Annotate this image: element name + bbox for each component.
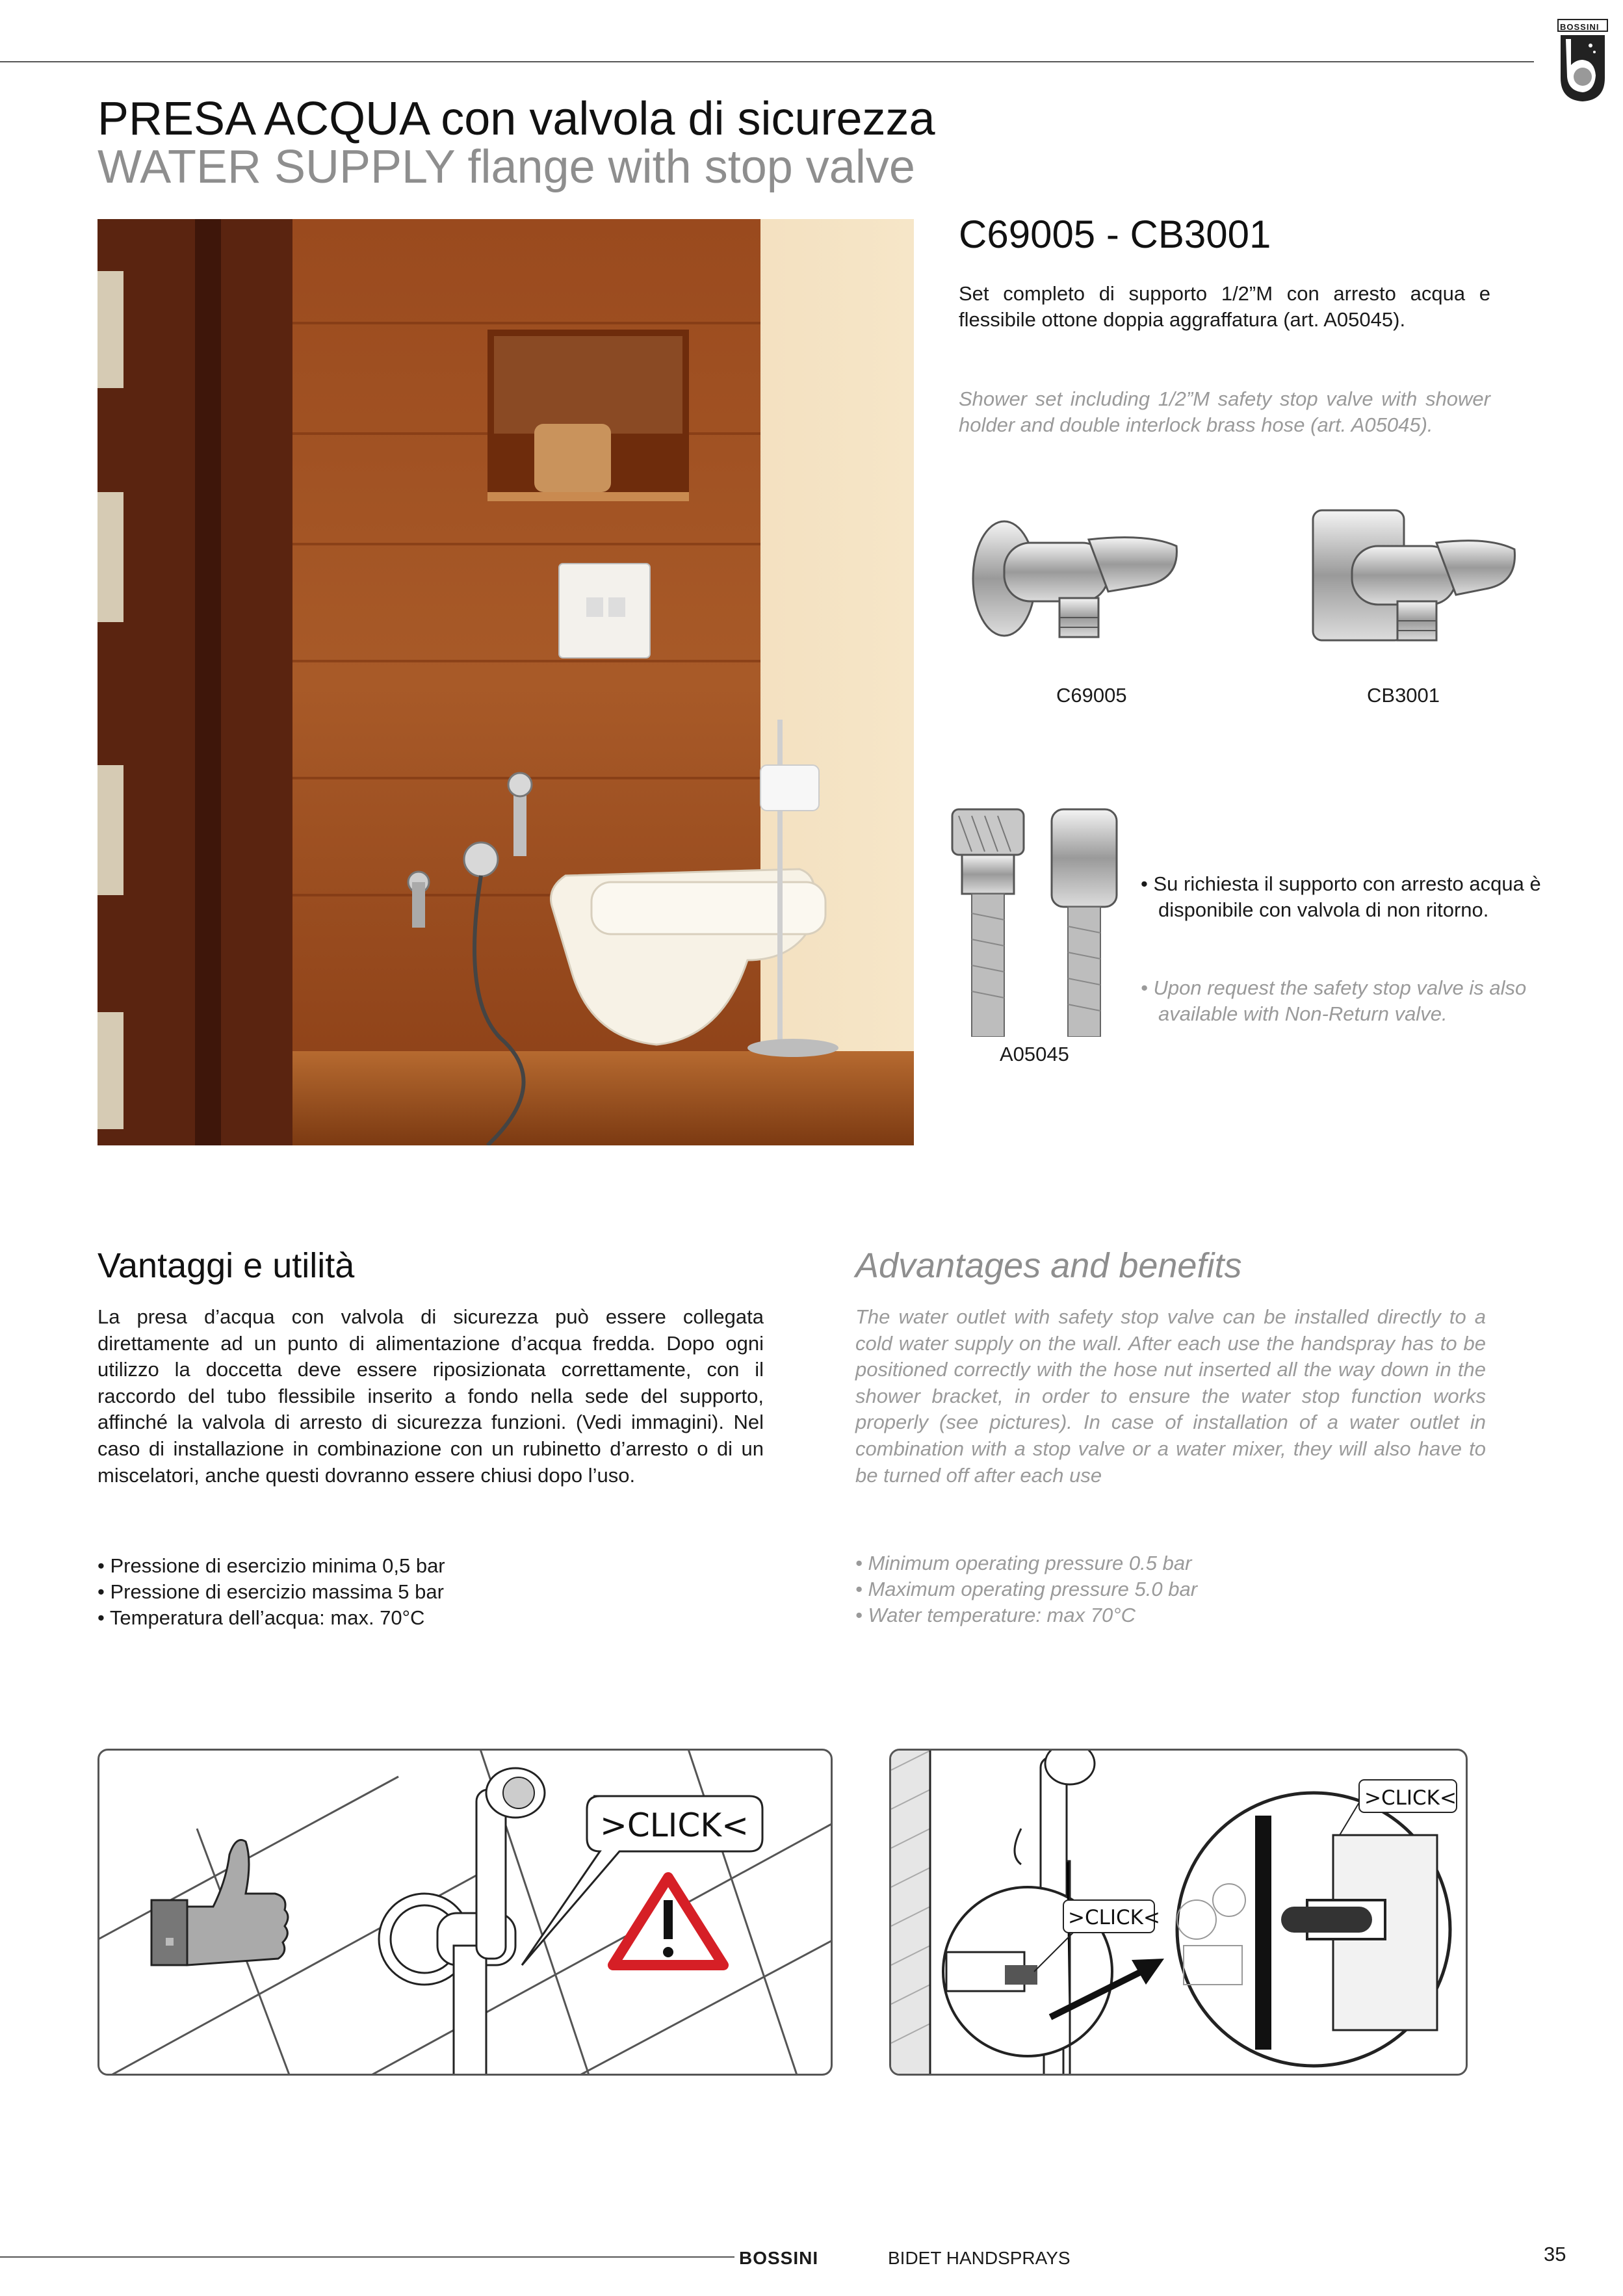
illustration-detail [889,1749,1468,2076]
advantages-heading-it: Vantaggi e utilità [97,1246,355,1285]
spec-item: • Pressione di esercizio massima 5 bar [97,1580,444,1603]
product-image-cb3001 [1300,504,1521,660]
spec-item: • Pressione di esercizio minima 0,5 bar [97,1554,445,1577]
footer-brand: BOSSINI [739,2248,819,2268]
click-label: >CLICK< [1068,1906,1160,1929]
illustration-correct-use [97,1749,833,2076]
spec-item: • Maximum operating pressure 5.0 bar [855,1578,1198,1600]
advantages-body-it: La presa d’acqua con valvola di sicurezza può essere collegata direttamente ad un punto di alimentazione d’acqua fredda. Dopo ogni utilizzo la doccetta deve essere riposizionata correttamente, con il raccordo del tubo flessibile inserito a fondo nella sede del supporto, affinché la valvola di arresto di sicurezza funzioni. (Vedi immagini). Nel caso di installazione in combinazione con un rubinetto d’arresto o di un miscelatori, anche questi dovranno essere chiusi dopo l’uso. [97,1305,764,1487]
advantages-body-en: The water outlet with safety stop valve can be installed directly to a cold water supply on the wall. After each use the handspray has to be positioned correctly with the hose nut inserted all the way down in the shower bracket, in order to ensure the water stop function works properly (see pictures). In case of installation of a water outlet in combination with a stop valve or a water mixer, they will also have to be turned off after each use [855,1305,1486,1487]
spec-item: • Temperatura dell’acqua: max. 70°C [97,1606,425,1629]
spec-item: • Minimum operating pressure 0.5 bar [855,1552,1192,1574]
product-label-cb3001: CB3001 [1367,684,1440,707]
page-title-en: WATER SUPPLY flange with stop valve [97,141,915,193]
header-rule [0,61,1534,62]
product-label-a05045: A05045 [1000,1043,1069,1065]
note-non-return-en: • Upon request the safety stop valve is also available with Non-Return valve. [1141,976,1527,1025]
product-image-c69005 [952,507,1193,663]
specs-list-en [855,1550,1197,1628]
spec-item: • Water temperature: max 70°C [855,1604,1136,1626]
advantages-heading-en: Advantages and benefits [855,1246,1242,1285]
page-title-it: PRESA ACQUA con valvola di sicurezza [97,93,935,145]
hose-image-a05045 [942,803,1128,1037]
product-label-c69005: C69005 [1056,684,1127,707]
thumbs-up-icon [151,1840,288,1966]
footer-rule [0,2256,734,2258]
page-number: 35 [1544,2243,1566,2265]
specs-list-it [97,1553,445,1631]
click-label: >CLICK< [1364,1786,1457,1810]
logo-wordmark: BOSSINI [1560,22,1600,32]
note-non-return-it: • Su richiesta il supporto con arresto acqua è disponibile con valvola di non ritorno. [1141,872,1541,921]
product-codes: C69005 - CB3001 [959,213,1271,256]
footer-section: BIDET HANDSPRAYS [888,2248,1071,2268]
click-label: >CLICK< [600,1807,749,1844]
product-description-it: Set completo di supporto 1/2”M con arresto acqua e flessibile ottone doppia aggraffatura (art. A05045). [959,282,1490,331]
warning-icon [613,1877,723,1965]
product-description-en: Shower set including 1/2”M safety stop valve with shower holder and double interlock brass hose (art. A05045). [959,387,1490,436]
bathroom-photo [97,219,914,1145]
